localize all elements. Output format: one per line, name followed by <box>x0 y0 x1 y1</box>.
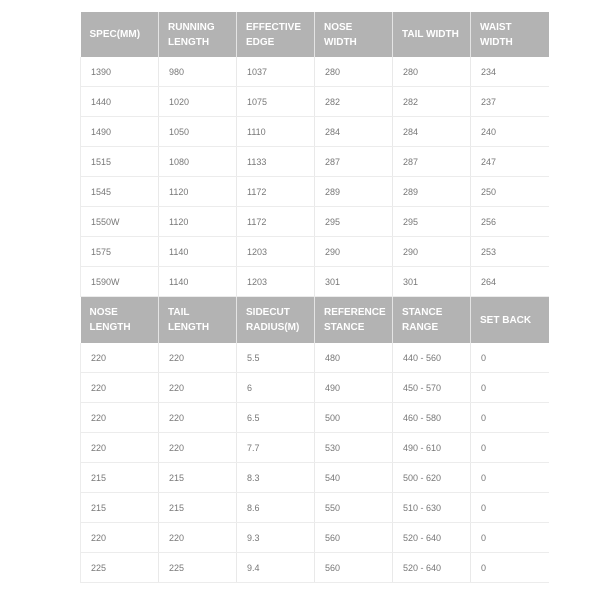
table-row <box>81 177 549 207</box>
table-cell: 440 - 560 <box>393 343 471 373</box>
column-header-line: LENGTH <box>168 36 210 48</box>
table-cell: 1515 <box>81 147 159 177</box>
column-header <box>81 12 159 57</box>
table-row <box>81 267 549 297</box>
table-cell: 282 <box>315 87 393 117</box>
table-cell: 301 <box>393 267 471 297</box>
column-header <box>237 297 315 343</box>
table-cell: 247 <box>471 147 549 177</box>
table-cell: 295 <box>315 207 393 237</box>
column-header-line: STANCE <box>324 322 365 333</box>
table-cell: 1390 <box>81 57 159 87</box>
table-cell: 0 <box>471 373 549 403</box>
table-cell: 220 <box>159 523 237 553</box>
spec-table-dimensions <box>80 12 549 297</box>
column-header-line: RADIUS(M) <box>246 322 300 333</box>
column-header-line: WIDTH <box>324 36 357 48</box>
table-cell: 500 <box>315 403 393 433</box>
column-header-line: RUNNING <box>168 21 215 33</box>
table-cell: 520 - 640 <box>393 553 471 583</box>
table-cell: 0 <box>471 433 549 463</box>
table-cell: 480 <box>315 343 393 373</box>
table-cell: 282 <box>393 87 471 117</box>
table-cell: 220 <box>159 403 237 433</box>
column-header <box>159 12 237 57</box>
table-cell: 0 <box>471 403 549 433</box>
table-cell: 510 - 630 <box>393 493 471 523</box>
table-cell: 290 <box>315 237 393 267</box>
table-cell: 1172 <box>237 177 315 207</box>
column-header-line: RANGE <box>402 322 439 333</box>
table-cell: 220 <box>159 373 237 403</box>
column-header <box>159 297 237 343</box>
table-cell: 560 <box>315 553 393 583</box>
table-cell: 1120 <box>159 177 237 207</box>
table-cell: 1203 <box>237 237 315 267</box>
table-cell: 215 <box>159 493 237 523</box>
table-cell: 287 <box>315 147 393 177</box>
table-cell: 220 <box>81 523 159 553</box>
table-cell: 560 <box>315 523 393 553</box>
table-cell: 530 <box>315 433 393 463</box>
table-cell: 0 <box>471 493 549 523</box>
table-cell: 460 - 580 <box>393 403 471 433</box>
column-header-line: EFFECTIVE <box>246 21 302 33</box>
table-row <box>81 463 549 493</box>
table-cell: 220 <box>159 433 237 463</box>
table-cell: 1203 <box>237 267 315 297</box>
table-cell: 215 <box>81 463 159 493</box>
table-cell: 0 <box>471 343 549 373</box>
table-cell: 1020 <box>159 87 237 117</box>
table-cell: 980 <box>159 57 237 87</box>
table-cell: 1075 <box>237 87 315 117</box>
table-cell: 220 <box>159 343 237 373</box>
table-cell: 1545 <box>81 177 159 207</box>
table-cell: 284 <box>315 117 393 147</box>
table-cell: 6.5 <box>237 403 315 433</box>
table-cell: 280 <box>315 57 393 87</box>
table-cell: 550 <box>315 493 393 523</box>
table-row <box>81 553 549 583</box>
column-header <box>81 297 159 343</box>
column-header-line: REFERENCE <box>324 307 386 318</box>
column-header-line: SET BACK <box>480 314 532 326</box>
column-header-line: STANCE <box>402 307 443 318</box>
table-cell: 287 <box>393 147 471 177</box>
table-cell: 1575 <box>81 237 159 267</box>
table-cell: 1110 <box>237 117 315 147</box>
column-header <box>315 297 393 343</box>
table-cell: 490 <box>315 373 393 403</box>
table-cell: 9.4 <box>237 553 315 583</box>
table-row <box>81 433 549 463</box>
table-cell: 520 - 640 <box>393 523 471 553</box>
table-row <box>81 117 549 147</box>
column-header-line: WAIST <box>480 21 512 33</box>
table-cell: 0 <box>471 523 549 553</box>
column-header-line: LENGTH <box>89 322 131 333</box>
table-cell: 215 <box>81 493 159 523</box>
table-cell: 234 <box>471 57 549 87</box>
column-header-line: NOSE <box>89 307 118 318</box>
table-cell: 7.7 <box>237 433 315 463</box>
spec-tables <box>80 12 548 583</box>
column-header <box>393 297 471 343</box>
table-cell: 1172 <box>237 207 315 237</box>
table-cell: 215 <box>159 463 237 493</box>
column-header-line: WIDTH <box>480 36 513 48</box>
table-header <box>81 297 549 343</box>
table-cell: 289 <box>315 177 393 207</box>
column-header-line: TAIL WIDTH <box>402 29 459 40</box>
table-cell: 1590W <box>81 267 159 297</box>
table-header <box>81 12 549 57</box>
table-cell: 295 <box>393 207 471 237</box>
table-cell: 1440 <box>81 87 159 117</box>
table-cell: 256 <box>471 207 549 237</box>
table-cell: 220 <box>81 343 159 373</box>
column-header <box>237 12 315 57</box>
table-cell: 1120 <box>159 207 237 237</box>
table-cell: 1140 <box>159 267 237 297</box>
table-cell: 280 <box>393 57 471 87</box>
table-cell: 290 <box>393 237 471 267</box>
table-cell: 9.3 <box>237 523 315 553</box>
column-header-line: EDGE <box>246 36 275 48</box>
table-cell: 490 - 610 <box>393 433 471 463</box>
table-row <box>81 343 549 373</box>
spec-table-geometry <box>80 297 549 583</box>
table-cell: 220 <box>81 433 159 463</box>
table-cell: 289 <box>393 177 471 207</box>
table-row <box>81 237 549 267</box>
table-cell: 264 <box>471 267 549 297</box>
table-cell: 1550W <box>81 207 159 237</box>
column-header-line: NOSE <box>324 21 353 33</box>
table-cell: 1080 <box>159 147 237 177</box>
table-cell: 284 <box>393 117 471 147</box>
table-row <box>81 87 549 117</box>
table-cell: 250 <box>471 177 549 207</box>
table-row <box>81 523 549 553</box>
table-cell: 0 <box>471 553 549 583</box>
table-cell: 1050 <box>159 117 237 147</box>
table-cell: 500 - 620 <box>393 463 471 493</box>
table-row <box>81 147 549 177</box>
table-cell: 253 <box>471 237 549 267</box>
table-cell: 540 <box>315 463 393 493</box>
table-row <box>81 403 549 433</box>
table-cell: 1490 <box>81 117 159 147</box>
column-header <box>471 12 549 57</box>
column-header-line: SPEC(MM) <box>89 29 141 40</box>
column-header <box>315 12 393 57</box>
table-cell: 5.5 <box>237 343 315 373</box>
table-cell: 225 <box>159 553 237 583</box>
table-row <box>81 207 549 237</box>
column-header-line: TAIL <box>168 307 190 318</box>
table-cell: 240 <box>471 117 549 147</box>
column-header-line: LENGTH <box>168 322 210 333</box>
table-cell: 450 - 570 <box>393 373 471 403</box>
table-cell: 1133 <box>237 147 315 177</box>
table-row <box>81 373 549 403</box>
table-cell: 0 <box>471 463 549 493</box>
table-cell: 225 <box>81 553 159 583</box>
table-cell: 220 <box>81 403 159 433</box>
column-header-line: SIDECUT <box>246 307 290 318</box>
table-row <box>81 57 549 87</box>
table-cell: 8.6 <box>237 493 315 523</box>
table-cell: 8.3 <box>237 463 315 493</box>
table-cell: 301 <box>315 267 393 297</box>
table-cell: 220 <box>81 373 159 403</box>
table-cell: 6 <box>237 373 315 403</box>
table-cell: 1140 <box>159 237 237 267</box>
table-row <box>81 493 549 523</box>
table-cell: 237 <box>471 87 549 117</box>
column-header <box>393 12 471 57</box>
table-cell: 1037 <box>237 57 315 87</box>
column-header <box>471 297 549 343</box>
